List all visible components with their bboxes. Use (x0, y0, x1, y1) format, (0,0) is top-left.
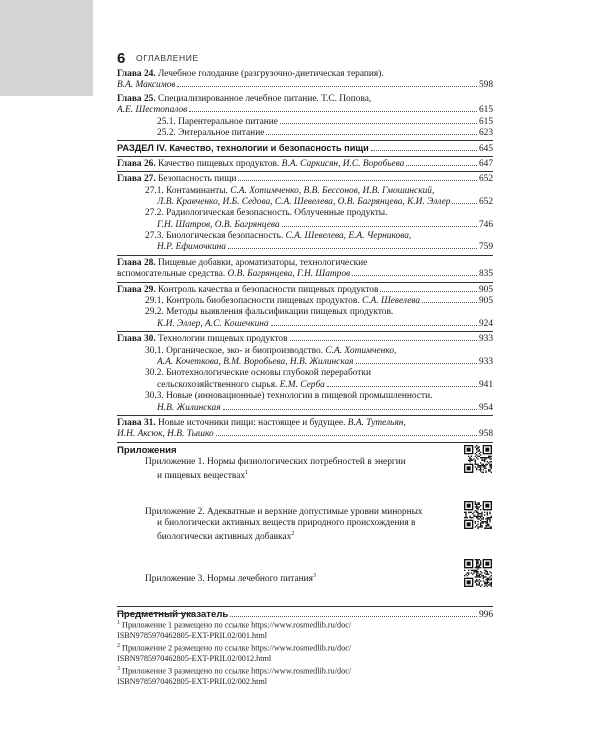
toc-entry-30-3[interactable]: 30.3. Новые (инновационные) технологии в пищевой промышленности. (145, 391, 433, 402)
toc-entry-ch28-cont[interactable]: вспомогательные средства. О.В. Багрянцева, Г.Н. Шатров 835 (117, 269, 493, 280)
divider (117, 255, 493, 256)
toc-entry-index[interactable]: Предметный указатель 996 (117, 608, 493, 620)
page-ref: 954 (478, 402, 493, 413)
table-of-contents (117, 69, 493, 620)
footnote-2: $^2$ Приложение 2 размещено по ссылке https://www.rosmedlib.ru/doc/ ISBN9785970462805-EXT-PRIL02/0012.html (117, 643, 352, 664)
page-corner-tab (0, 0, 93, 96)
page-ref: 933 (478, 356, 493, 367)
page-ref: 905 (478, 284, 493, 295)
page-ref: 647 (478, 158, 493, 169)
toc-entry-ch24[interactable]: Глава 24. Лечебное голодание (разгрузочно-диетическая терапия). (117, 69, 384, 79)
toc-entry-25-2[interactable]: 25.2. Энтеральное питание 623 (157, 127, 493, 138)
footnote-link[interactable]: ISBN9785970462805-EXT-PRIL02/002.html (117, 677, 268, 687)
page-ref: 835 (478, 269, 493, 280)
toc-entry-30-3-authors[interactable]: Н.В. Жилинская 954 (157, 402, 493, 413)
page-ref: 645 (478, 144, 493, 155)
page-ref: 652 (478, 196, 493, 207)
page-ref: 746 (478, 219, 493, 230)
page-ref: 941 (478, 379, 493, 390)
page-ref: 598 (478, 80, 493, 91)
appendix-1[interactable]: Приложение 1. Нормы физиологических потребностей в энергии и пищевых веществах$^1$ (117, 457, 493, 507)
toc-entry-30-2-cont[interactable]: сельскохозяйственного сырья. Е.М. Серба 941 (157, 379, 493, 390)
toc-entry-27-3[interactable]: 27.3. Биологическая безопасность. С.А. Шевелева, Е.А. Черникова, (145, 231, 412, 242)
toc-entry-29-1[interactable]: 29.1. Контроль биобезопасности пищевых продуктов. С.А. Шевелева 905 (145, 296, 493, 307)
toc-entry-ch31-authors[interactable]: И.Н. Аксюк, Н.В. Тышко 958 (117, 429, 493, 440)
toc-entry-27-2[interactable]: 27.2. Радиологическая безопасность. Облученные продукты. (145, 208, 388, 219)
page-ref: 958 (478, 429, 493, 440)
page-ref: 759 (478, 242, 493, 253)
running-head: ОГЛАВЛЕНИЕ (136, 53, 199, 63)
footnote-rule (117, 613, 193, 614)
page-ref: 652 (478, 174, 493, 185)
toc-entry-ch29[interactable]: Глава 29. Контроль качества и безопасности пищевых продуктов 905 (117, 284, 493, 295)
footnote-link[interactable]: ISBN9785970462805-EXT-PRIL02/0012.html (117, 654, 272, 664)
toc-entry-ch31[interactable]: Глава 31. Новые источники пищи: настоящее и будущее. В.А. Тутельян, (117, 417, 406, 428)
divider (117, 171, 493, 172)
page-ref: 615 (478, 105, 493, 116)
toc-entry-part4[interactable]: РАЗДЕЛ IV. Качество, технологии и безопасность пищи 645 (117, 143, 493, 155)
page-ref: 623 (478, 127, 493, 138)
qr-code-icon[interactable] (464, 501, 492, 529)
divider (117, 442, 493, 443)
footnote-1: $^1$ Приложение 1 размещено по ссылке https://www.rosmedlib.ru/doc/ ISBN9785970462805-EXT-PRIL02/001.html (117, 620, 352, 641)
divider (117, 140, 493, 141)
toc-entry-ch26[interactable]: Глава 26. Качество пищевых продуктов. В.А. Саркисян, И.С. Воробьева 647 (117, 158, 493, 169)
toc-entry-ch24-authors[interactable]: В.А. Максимов 598 (117, 80, 493, 91)
page-number: 6 (117, 50, 126, 67)
toc-entry-30-2[interactable]: 30.2. Биотехнологические основы глубокой переработки (145, 368, 371, 379)
toc-entry-27-2-authors[interactable]: Г.Н. Шатров, О.В. Багрянцева 746 (157, 219, 493, 230)
toc-entry-ch30[interactable]: Глава 30. Технологии пищевых продуктов 933 (117, 334, 493, 345)
page-ref: 924 (478, 318, 493, 329)
page-ref: 905 (478, 296, 493, 307)
appendices-heading: Приложения (117, 444, 177, 456)
toc-entry-ch25-authors[interactable]: А.Е. Шестопалов 615 (117, 105, 493, 116)
appendix-3[interactable]: Приложение 3. Нормы лечебного питания$^3$ (117, 567, 493, 605)
divider (117, 156, 493, 157)
footnote-3: $^3$ Приложение 3 размещено по ссылке https://www.rosmedlib.ru/doc/ ISBN9785970462805-EXT-PRIL02/002.html (117, 666, 352, 687)
divider (117, 415, 493, 416)
footnote-link[interactable]: ISBN9785970462805-EXT-PRIL02/001.html (117, 631, 268, 641)
toc-entry-30-1-authors[interactable]: А.А. Кочеткова, В.М. Воробьева, Н.В. Жилинская 933 (157, 356, 493, 367)
toc-entry-27-3-authors[interactable]: Н.Р. Ефимочкина 759 (157, 242, 493, 253)
page-ref: 996 (478, 609, 493, 620)
appendix-2[interactable]: Приложение 2. Адекватные и верхние допустимые уровни минорных и биологически активных веществ природного происхождения в биологически активных добавках$^2$ (117, 507, 493, 567)
toc-entry-ch25[interactable]: Глава 25. Специализированное лечебное питание. Т.С. Попова, (117, 93, 372, 104)
qr-code-icon[interactable] (464, 559, 492, 587)
toc-entry-30-1[interactable]: 30.1. Органическое, эко- и биопроизводство. С.А. Хотимченко, (145, 345, 397, 356)
divider (117, 282, 493, 283)
toc-entry-27-1-authors[interactable]: Л.В. Кравченко, И.Б. Седова, С.А. Шевелева, О.В. Багрянцева, К.И. Эллер 652 (157, 196, 493, 207)
qr-code-icon[interactable] (464, 445, 492, 473)
toc-entry-27-1[interactable]: 27.1. Контаминанты. С.А. Хотимченко, В.В. Бессонов, И.В. Гмошинский, (145, 185, 435, 196)
divider (117, 606, 493, 607)
toc-entry-29-2-authors[interactable]: К.И. Эллер, А.С. Кошечкина 924 (157, 318, 493, 329)
toc-entry-29-2[interactable]: 29.2. Методы выявления фальсификации пищевых продуктов. (145, 307, 394, 318)
page-ref: 933 (478, 334, 493, 345)
page-ref: 615 (478, 116, 493, 127)
toc-entry-25-1[interactable]: 25.1. Парентеральное питание 615 (157, 116, 493, 127)
toc-entry-ch28[interactable]: Глава 28. Пищевые добавки, ароматизаторы, технологические (117, 257, 368, 268)
divider (117, 331, 493, 332)
toc-entry-ch27[interactable]: Глава 27. Безопасность пищи 652 (117, 174, 493, 185)
